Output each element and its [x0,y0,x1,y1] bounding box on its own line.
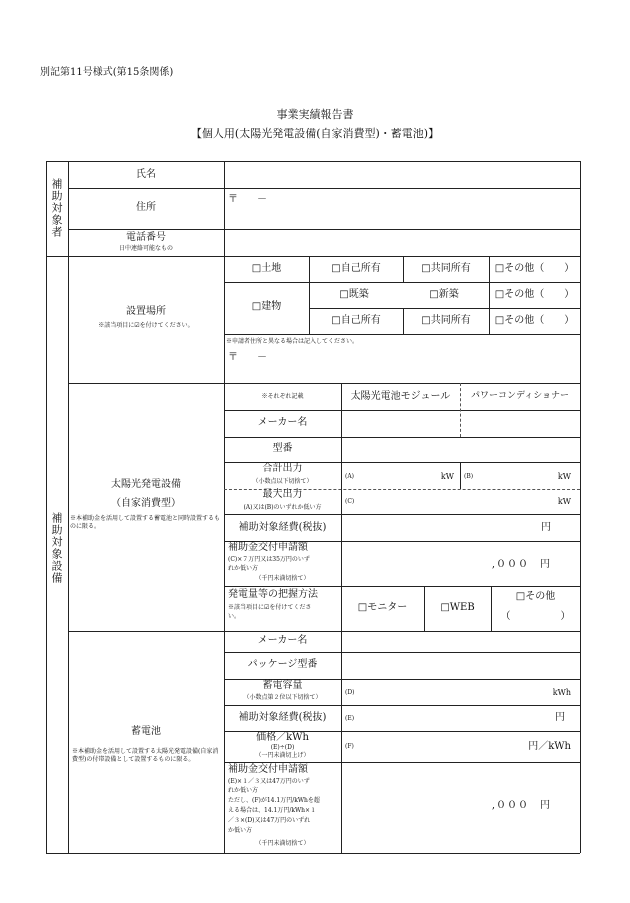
equipment-section-label: 補助対象設備 [50,512,63,584]
battery-cost-field[interactable]: (E) 円 [345,712,565,723]
address-field[interactable] [225,189,579,229]
web-checkbox[interactable]: □WEB [440,602,475,613]
solar-apply-note-1: (C)×７万円又は35万円のいず [228,556,310,563]
method-note-2: い。 [228,613,241,620]
method-other-checkbox[interactable]: □その他 [515,591,556,602]
postal-dash: － [257,194,267,205]
module-maker-field[interactable] [342,411,459,436]
address-label: 住所 [136,202,156,213]
each-note: ※それぞれ記載 [261,393,304,400]
solar-cost-label: 補助対象経費(税抜) [238,522,327,533]
form-number: 別記第11号様式(第15条関係) [40,67,174,78]
battery-apply-field[interactable]: ,０００ 円 [491,800,551,811]
building-checkbox[interactable]: □建物 [251,301,282,312]
solar-model-label: 型番 [272,443,293,454]
postal-mark: 〒 [228,194,238,205]
price-note-2: （一円未満切上げ） [255,752,310,759]
land-own-checkbox[interactable]: □自己所有 [331,263,381,274]
document-subtitle: 【個人用(太陽光発電設備(自家消費型)・蓄電池)】 [190,127,440,140]
solar-apply-note-2: れか低い方 [228,565,259,572]
phone-field[interactable] [225,230,579,256]
pcs-maker-field[interactable] [461,411,579,436]
battery-apply-note-end: （千円未満切捨て） [255,840,310,847]
land-checkbox[interactable]: □土地 [251,263,282,274]
solar-label: 太陽光発電設備 [111,479,181,490]
name-label: 氏名 [136,169,156,180]
building-other-checkbox-1[interactable]: □その他（ ） [494,289,575,300]
battery-apply-label: 補助金交付申請額 [228,764,308,775]
solar-note: ※本補助金を活用して設置する蓄電池と同時設置するものに限る。 [70,515,221,530]
col-module: 太陽光電池モジュール [350,391,451,402]
pcs-model-field[interactable] [461,438,579,461]
total-output-label: 合計出力 [262,463,303,474]
location-postal-mark: 〒 [228,352,238,363]
battery-apply-note-1: (E)×１／３又は47万円のいず [228,778,310,785]
max-output-note: (A)又は(B)のいずれか低い方 [243,504,322,511]
solar-label-sub: （自家消費型） [111,498,181,509]
package-field[interactable] [342,653,579,678]
capacity-field[interactable]: (D) kWh [345,688,571,697]
location-address-field[interactable] [225,335,579,382]
location-label: 設置場所 [126,306,166,317]
battery-apply-note-3: ただし、(F)が14.1万円/kWhを超 [228,797,320,804]
battery-maker-field[interactable] [342,632,579,651]
name-field[interactable] [225,162,579,188]
battery-apply-note-2: れか低い方 [228,787,259,794]
method-note: ※該当項目に☑を付けてくださ [228,604,312,611]
solar-cost-field[interactable]: 円 [541,522,551,533]
module-model-field[interactable] [342,438,459,461]
total-output-note: （小数点以下切捨て） [252,478,313,485]
monitor-checkbox[interactable]: □モニター [357,602,408,613]
land-shared-checkbox[interactable]: □共同所有 [421,263,471,274]
battery-apply-note-4: える場合は、14.1万円/kWh×１ [228,807,317,814]
battery-maker-label: メーカー名 [257,635,308,646]
method-label: 発電量等の把握方法 [228,589,318,600]
new-checkbox[interactable]: □新築 [429,289,459,300]
capacity-label: 蓄電容量 [262,680,303,691]
price-note-1: (E)÷(D) [270,744,295,751]
battery-label: 蓄電池 [131,726,161,737]
building-other-checkbox-2[interactable]: □その他（ ） [494,315,575,326]
capacity-note: （小数点第２位以下切捨て） [243,694,322,701]
land-other-checkbox[interactable]: □その他（ ） [494,263,575,274]
method-other-paren: （ ） [500,611,571,622]
building-own-checkbox[interactable]: □自己所有 [331,315,381,326]
total-output-a-field[interactable]: (A) kW [345,472,454,481]
total-output-b-field[interactable]: (B) kW [464,472,571,481]
battery-cost-label: 補助対象経費(税抜) [238,712,327,723]
price-label: 価格／kWh [256,732,309,743]
battery-apply-note-6: か低い方 [228,827,253,834]
location-note: ※該当項目に☑を付けてください。 [98,322,194,329]
phone-note: 日中連絡可能なもの [118,245,173,252]
document-title: 事業実績報告書 [276,108,354,121]
location-address-note: ※申請者住所と異なる場合は記入してください。 [226,338,359,345]
battery-note: ※本補助金を活用して設置する太陽光発電設備(自家消費型)の付帯設備として設置するものに限る。 [72,748,219,763]
price-field[interactable]: (F) 円／kWh [345,741,571,752]
existing-checkbox[interactable]: □既築 [339,289,369,300]
col-pcs: パワーコンディショナー [470,391,570,401]
location-postal-dash: － [257,352,267,363]
solar-apply-label: 補助金交付申請額 [228,542,308,553]
solar-apply-note-3: （千円未満切捨て） [255,575,310,582]
battery-apply-note-5: ／３×(D)又は47万円のいずれ [228,817,311,824]
solar-apply-field[interactable]: ,０００ 円 [491,559,551,570]
solar-maker-label: メーカー名 [257,417,308,428]
applicant-section-label: 補助対象者 [50,178,63,238]
package-label: パッケージ型番 [247,659,318,670]
max-output-c-field[interactable]: (C) kW [345,497,571,506]
building-shared-checkbox[interactable]: □共同所有 [421,315,471,326]
phone-label: 電話番号 [126,232,166,243]
max-output-label: 最大出力 [262,489,303,500]
